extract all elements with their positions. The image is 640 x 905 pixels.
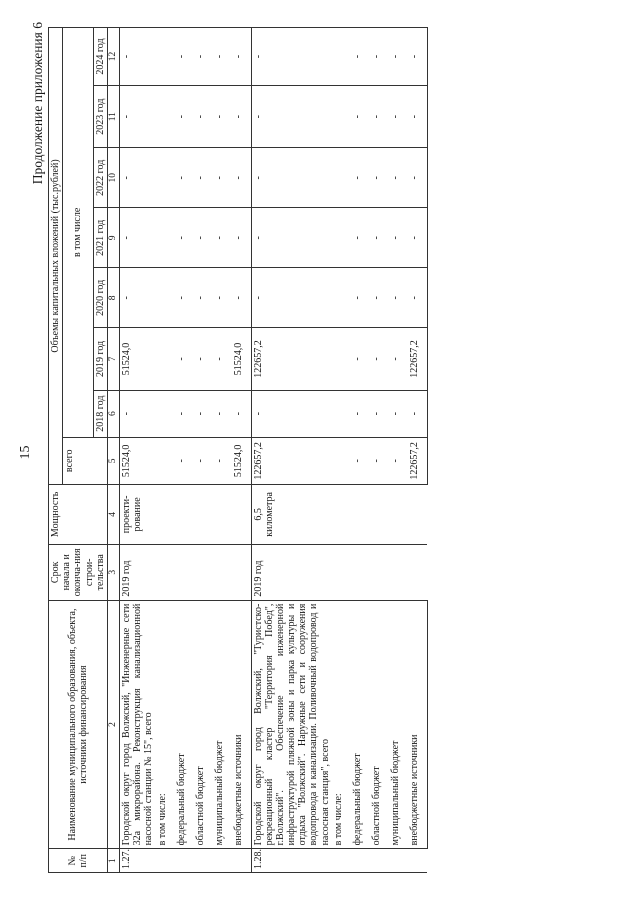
source-year-value: -: [232, 268, 252, 328]
source-year-value: -: [389, 148, 408, 208]
source-year-value: -: [370, 268, 389, 328]
table-row: [119, 28, 155, 873]
row-year-value: -: [119, 208, 155, 268]
source-year-value: 51524,0: [232, 328, 252, 390]
source-total: 51524,0: [232, 437, 252, 484]
row-year-value: -: [251, 390, 332, 437]
row-year-value: -: [251, 268, 332, 328]
row-total: 51524,0: [119, 437, 155, 484]
source-year-value: -: [194, 328, 213, 390]
row-capacity: 6,5 километра: [251, 484, 427, 544]
incl-label: в том числе:: [156, 600, 175, 849]
source-year-value: -: [351, 208, 370, 268]
column-number: 11: [107, 86, 119, 148]
row-year-value: -: [119, 28, 155, 86]
column-number: 1: [107, 849, 119, 873]
source-label: муниципальный бюджет: [213, 600, 232, 849]
source-label: муниципальный бюджет: [389, 600, 408, 849]
source-total: -: [389, 437, 408, 484]
row-number: 1.28.: [251, 849, 427, 873]
source-total: -: [213, 437, 232, 484]
source-year-value: -: [175, 268, 194, 328]
row-year-value: -: [251, 28, 332, 86]
source-year-value: -: [213, 328, 232, 390]
row-year-value: -: [251, 208, 332, 268]
header-year: 2022 год: [93, 148, 107, 208]
source-label: областной бюджет: [194, 600, 213, 849]
row-year-value: -: [119, 86, 155, 148]
table-row: [408, 28, 428, 873]
source-year-value: -: [408, 390, 428, 437]
column-number: 2: [107, 600, 119, 849]
source-label: внебюджетные источники: [232, 600, 252, 849]
column-number: 6: [107, 390, 119, 437]
source-year-value: -: [232, 28, 252, 86]
object-name: Городской округ город Волжский, "Инженерные сети 32а микрорайона. Реконструкция канализационной насосной станции № 15", всего: [119, 600, 155, 849]
table-row: [351, 28, 370, 873]
source-year-value: -: [194, 390, 213, 437]
row-year-value: -: [119, 390, 155, 437]
column-number: 9: [107, 208, 119, 268]
source-year-value: -: [370, 328, 389, 390]
row-year-value: 122657,2: [251, 328, 332, 390]
source-year-value: -: [175, 208, 194, 268]
continuation-label: Продолжение приложения 6: [30, 22, 45, 185]
column-number: 8: [107, 268, 119, 328]
source-year-value: -: [408, 28, 428, 86]
row-year-value: -: [119, 268, 155, 328]
column-number: 4: [107, 484, 119, 544]
source-year-value: -: [213, 148, 232, 208]
column-numbers-row: [107, 28, 119, 873]
header-volumes: Объемы капитальных вложений (тыс.рублей): [49, 28, 63, 485]
source-year-value: -: [194, 268, 213, 328]
source-year-value: -: [351, 86, 370, 148]
source-label: федеральный бюджет: [175, 600, 194, 849]
table-row: [370, 28, 389, 873]
header-name: Наименование муниципального образования, объекта, источники финансирования: [49, 600, 108, 849]
header-num: № п/п: [49, 849, 108, 873]
source-total: -: [194, 437, 213, 484]
row-capacity: проекти-рование: [119, 484, 251, 544]
column-number: 10: [107, 148, 119, 208]
source-year-value: -: [175, 86, 194, 148]
column-number: 3: [107, 544, 119, 600]
capital-investment-table: [48, 27, 428, 873]
column-number: 7: [107, 328, 119, 390]
header-year: 2021 год: [93, 208, 107, 268]
table-row: [175, 28, 194, 873]
source-year-value: -: [408, 86, 428, 148]
source-total: -: [370, 437, 389, 484]
source-year-value: -: [370, 208, 389, 268]
header-year: 2018 год: [93, 390, 107, 437]
header-capacity: Мощность: [49, 484, 108, 544]
source-year-value: -: [370, 86, 389, 148]
source-year-value: -: [351, 148, 370, 208]
row-term: 2019 год: [251, 544, 427, 600]
header-year: 2024 год: [93, 28, 107, 86]
row-total: 122657,2: [251, 437, 332, 484]
source-year-value: -: [408, 208, 428, 268]
column-number: 5: [107, 437, 119, 484]
source-year-value: -: [194, 148, 213, 208]
header-row-1: [49, 28, 63, 873]
table-row: [213, 28, 232, 873]
table-row: [194, 28, 213, 873]
column-number: 12: [107, 28, 119, 86]
row-year-value: -: [119, 148, 155, 208]
source-year-value: -: [351, 268, 370, 328]
source-year-value: -: [175, 390, 194, 437]
source-year-value: -: [213, 86, 232, 148]
source-year-value: -: [194, 28, 213, 86]
header-total: всего: [63, 437, 108, 484]
source-label: областной бюджет: [370, 600, 389, 849]
header-year: 2019 год: [93, 328, 107, 390]
source-year-value: -: [389, 86, 408, 148]
source-year-value: -: [408, 268, 428, 328]
source-total: -: [351, 437, 370, 484]
header-term: Срок начала и оконча-ния строи-тельства: [49, 544, 108, 600]
source-year-value: -: [351, 390, 370, 437]
row-term: 2019 год: [119, 544, 251, 600]
source-year-value: -: [351, 328, 370, 390]
source-year-value: -: [175, 328, 194, 390]
source-year-value: -: [370, 148, 389, 208]
source-label: федеральный бюджет: [351, 600, 370, 849]
source-year-value: -: [213, 268, 232, 328]
source-total: 122657,2: [408, 437, 428, 484]
source-year-value: -: [370, 28, 389, 86]
table-row: [332, 28, 351, 873]
source-year-value: -: [232, 390, 252, 437]
source-year-value: -: [389, 328, 408, 390]
source-year-value: -: [213, 28, 232, 86]
source-year-value: 122657,2: [408, 328, 428, 390]
header-year: 2020 год: [93, 268, 107, 328]
source-year-value: -: [232, 148, 252, 208]
source-year-value: -: [389, 28, 408, 86]
table-row: [389, 28, 408, 873]
source-year-value: -: [194, 86, 213, 148]
object-name: Городской округ город Волжский, "Туристско-рекреационный кластер "Территория Побед", г.Волжский". Обеспечение инженерной инфраструктурой пляжной зоны и парка культуры и отдыха "Волжский". Наружные сети и сооружения водопровода и канализации. Поливочный водопровод и насосная станция", всего: [251, 600, 332, 849]
table-row: [251, 28, 332, 873]
row-year-value: -: [251, 148, 332, 208]
source-year-value: -: [213, 208, 232, 268]
table-row: [156, 28, 175, 873]
source-year-value: -: [351, 28, 370, 86]
source-year-value: -: [370, 390, 389, 437]
source-year-value: -: [232, 208, 252, 268]
header-incl: в том числе: [63, 28, 94, 438]
row-number: 1.27.: [119, 849, 251, 873]
source-year-value: -: [389, 390, 408, 437]
source-year-value: -: [232, 86, 252, 148]
source-total: -: [175, 437, 194, 484]
source-year-value: -: [408, 148, 428, 208]
page-number: 15: [18, 445, 33, 460]
source-year-value: -: [175, 28, 194, 86]
source-year-value: -: [389, 208, 408, 268]
source-year-value: -: [175, 148, 194, 208]
source-year-value: -: [194, 208, 213, 268]
source-year-value: -: [389, 268, 408, 328]
row-year-value: 51524,0: [119, 328, 155, 390]
row-year-value: -: [251, 86, 332, 148]
source-label: внебюджетные источники: [408, 600, 428, 849]
table-row: [232, 28, 252, 873]
source-year-value: -: [213, 390, 232, 437]
incl-label: в том числе:: [332, 600, 351, 849]
header-year: 2023 год: [93, 86, 107, 148]
